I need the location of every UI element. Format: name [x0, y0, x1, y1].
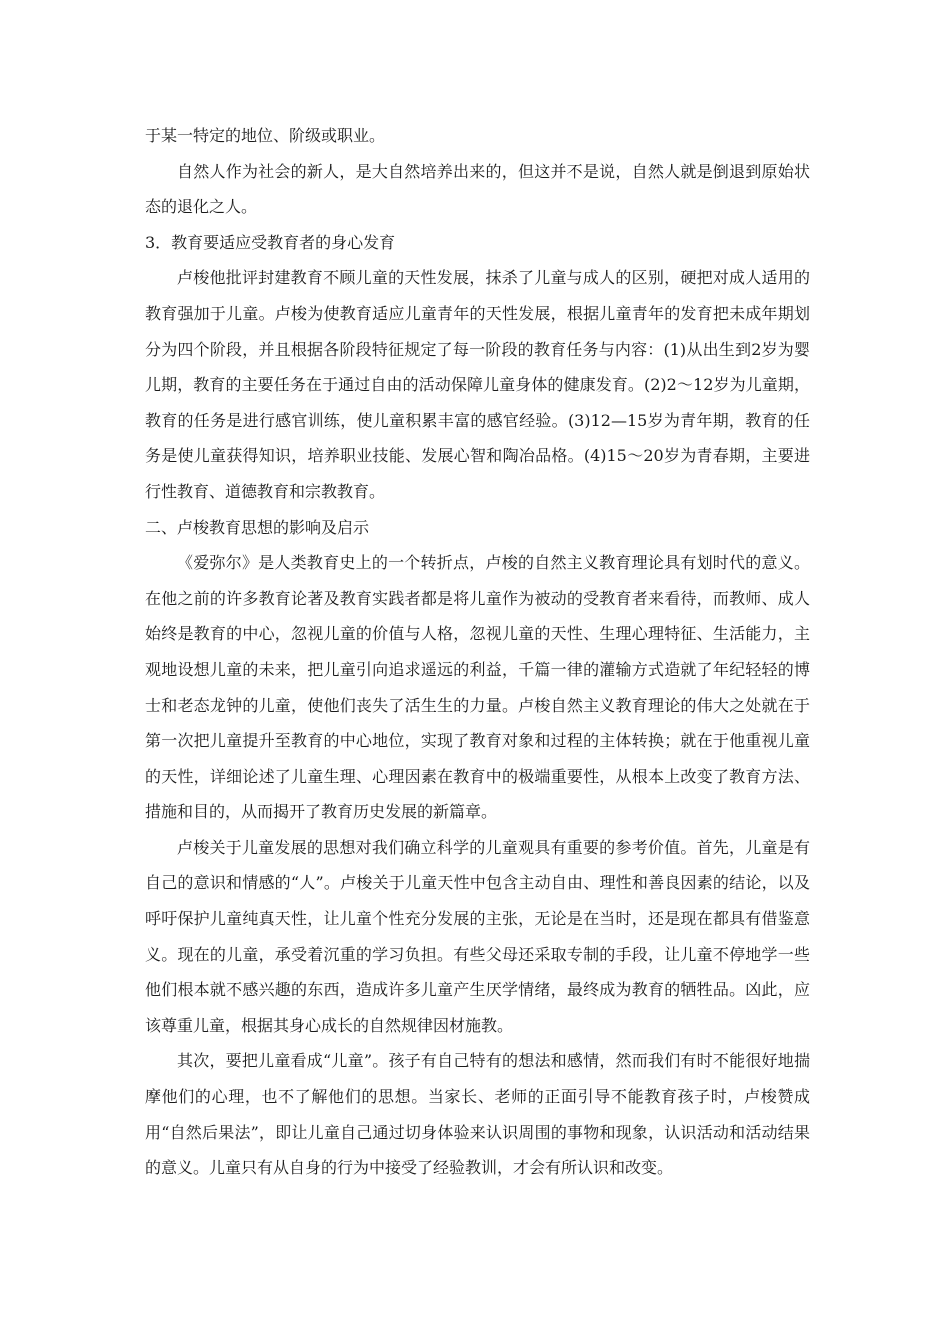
paragraph-natural-consequences: 其次，要把儿童看成“儿童”。孩子有自己特有的想法和感情，然而我们有时不能很好地揣摩他们的心理，也不了解他们的思想。当家长、老师的正面引导不能教育孩子时，卢梭赞成用“自然后果法”，即让儿童自己通过切身体验来认识周围的事物和现象，认识活动和活动结果的意义。儿童只有从自身的行为中接受了经验教训，才会有所认识和改变。: [145, 1051, 810, 1178]
section-heading-3: 3．教育要适应受教育者的身心发育: [145, 232, 396, 252]
paragraph-continuation: 于某一特定的地位、阶级或职业。: [145, 126, 386, 145]
paragraph-developmental-stages: 卢梭他批评封建教育不顾儿童的天性发展，抹杀了儿童与成人的区别，硬把对成人适用的教育强加于儿童。卢梭为使教育适应儿童青年的天性发展，根据儿童青年的发育把未成年期划分为四个阶段，并且根据各阶段特征规定了每一阶段的教育任务与内容：(1)从出生到2岁为婴儿期，教育的主要任务在于通过自由的活动保障儿童身体的健康发育。(2)2～12岁为儿童期，教育的任务是进行感官训练，使儿童积累丰富的感官经验。(3)12—15岁为青年期，教育的任务是使儿童获得知识，培养职业技能、发展心智和陶冶品格。(4)15～20岁为青春期，主要进行性教育、道德教育和宗教教育。: [145, 268, 810, 501]
paragraph-natural-man: 自然人作为社会的新人，是大自然培养出来的，但这并不是说，自然人就是倒退到原始状态的退化之人。: [145, 161, 810, 217]
paragraph-child-view: 卢梭关于儿童发展的思想对我们确立科学的儿童观具有重要的参考价值。首先，儿童是有自己的意识和情感的“人”。卢梭关于儿童天性中包含主动自由、理性和善良因素的结论，以及呼吁保护儿童纯真天性，让儿童个性充分发展的主张，无论是在当时，还是现在都具有借鉴意义。现在的儿童，承受着沉重的学习负担。有些父母还采取专制的手段，让儿童不停地学一些他们根本就不感兴趣的东西，造成许多儿童产生厌学情绪，最终成为教育的牺牲品。凶此，应该尊重儿童，根据其身心成长的自然规律因材施教。: [145, 837, 810, 1035]
paragraph-emile: 《爱弥尔》是人类教育史上的一个转折点，卢梭的自然主义教育理论具有划时代的意义。在他之前的许多教育论著及教育实践者都是将儿童作为被动的受教育者来看待，而教师、成人始终是教育的中心，忽视儿童的价值与人格，忽视儿童的天性、生理心理特征、生活能力，主观地设想儿童的未来，把儿童引向追求遥远的利益，千篇一律的灌输方式造就了年纪轻轻的博士和老态龙钟的儿童，使他们丧失了活生生的力量。卢梭自然主义教育理论的伟大之处就在于第一次把儿童提升至教育的中心地位，实现了教育对象和过程的主体转换；就在于他重视儿童的天性，详细论述了儿童生理、心理因素在教育中的极端重要性，从根本上改变了教育方法、措施和目的，从而揭开了教育历史发展的新篇章。: [145, 553, 810, 822]
section-heading-influence: 二、卢梭教育思想的影响及启示: [145, 517, 370, 537]
document-page: [145, 118, 810, 1186]
